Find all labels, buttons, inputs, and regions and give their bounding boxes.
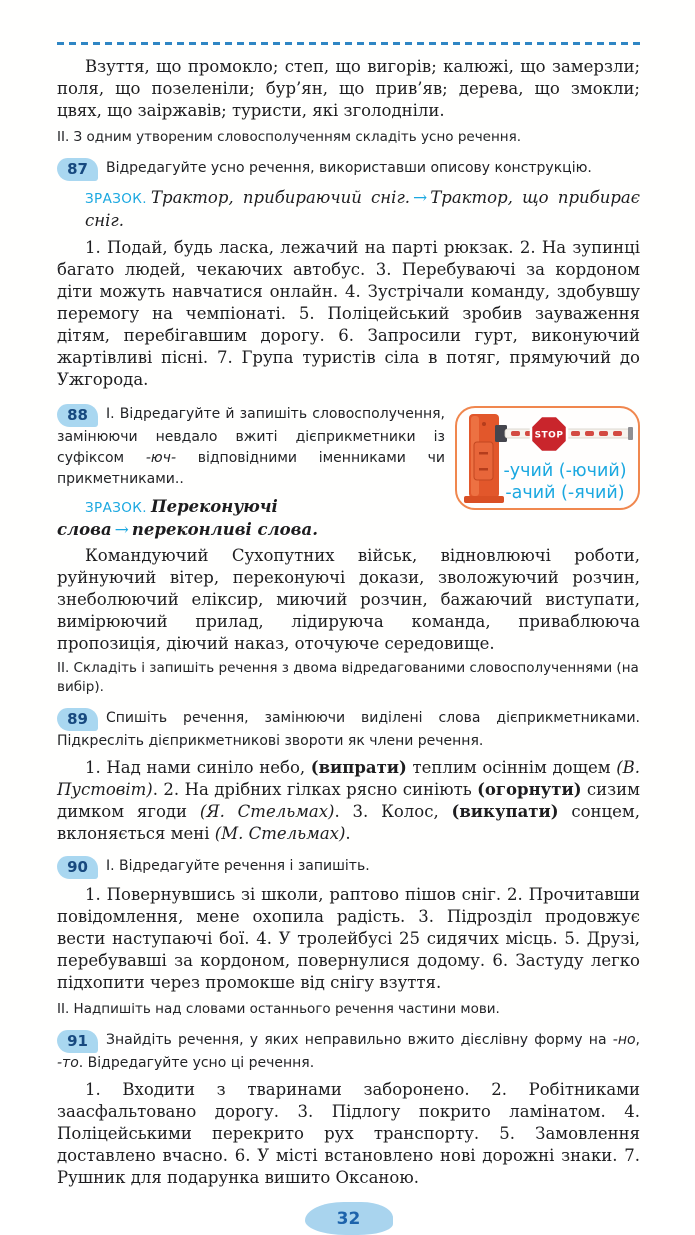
suffix-line-1: -учий (-ючий) [503, 461, 627, 481]
intro-task-ii: II. З одним утвореним словосполученням складіть усно речення. [57, 129, 522, 145]
suffix-line-2: -ачий (-ячий) [505, 483, 625, 503]
exercise-87-number-badge: 87 [57, 158, 98, 181]
page-number-badge [305, 1202, 393, 1235]
exercise-91-sentences: 1. Входити з тваринами заборонено. 2. Робітниками заасфальтовано дорогу. 3. Підлогу покрито ламінатом. 4. Поліцейськими перекрито рух транспорту. 5. Замовлення доставлено вчасно. 6. У місті встановлено нові дорожні знаки. 7. Рушник для подарунка вишито Оксаною. [57, 1080, 640, 1187]
exercise-91-number-badge: 91 [57, 1030, 98, 1053]
exercise-88-block [57, 404, 640, 655]
stop-sign-label: STOP [534, 430, 564, 441]
exercise-88-number-badge: 88 [57, 404, 98, 427]
section-divider-dashed [57, 42, 640, 45]
exercise-91-task: Знайдіть речення, у яких неправильно вжито дієслівну форму на -но, -то. Відредагуйте усно ці речення. [57, 1032, 640, 1071]
intro-paragraph: Взуття, що промокло; степ, що вигорів; калюжі, що замерзли; поля, що позеленіли; бур’ян, що прив’яв; дерева, що змокли; цвях, що заіржавів; туристи, які зголодніли. [57, 57, 640, 120]
exercise-88-phrases: Командуючий Сухопутних військ, відновлюючі роботи, руйнуючий вітер, переконуючі докази, зволожуючий розчин, знеболюючий еліксир, миючий розчин, бажаючий виступати, вимірюючий прилад, лідируюча команда, приваблююча пропозиція, діючий наказ, оточуюче середовище. [57, 546, 640, 653]
barrier-arm-cap [628, 427, 633, 440]
exercise-90-header [57, 856, 640, 879]
suffix-callout [495, 460, 635, 504]
arrow-icon: → [413, 188, 428, 208]
page-number: 32 [336, 1208, 361, 1229]
exercise-89-header [57, 708, 640, 752]
arrow-icon: → [114, 520, 129, 540]
sample-after: Трактор, що прибирає сніг. [85, 188, 640, 230]
sample-label: ЗРАЗОК. [85, 500, 147, 516]
exercise-87-header [57, 158, 640, 181]
exercise-88-task-ii: II. Складіть і запишіть речення з двома відредагованими словосполученнями (на вибір). [57, 660, 639, 695]
sample-before: Переконуючі слова [57, 497, 278, 539]
exercise-87-sample [57, 187, 640, 232]
sample-after: переконливі слова. [131, 520, 318, 539]
exercise-90-number-badge: 90 [57, 856, 98, 879]
exercise-87-sentences: 1. Подай, будь ласка, лежачий на парті рюкзак. 2. На зупинці багато людей, чекаючих автобус. 3. Перебуваючі за кордоном діти можуть навчатися онлайн. 4. Зустрічали команду, здобувшу перемогу на чемпіонаті. 5. Поліцейський зробив зауваження дітям, перебігавшим дорогу. 6. Запросили гурт, виконуючий жартівливі пісні. 7. Група туристів сіла в потяг, прямуючий до Ужгорода. [57, 238, 640, 389]
exercise-90-task-ii: II. Надпишіть над словами останнього речення частини мови. [57, 1001, 500, 1017]
exercise-90-task: І. Відредагуйте речення і запишіть. [106, 858, 370, 874]
exercise-90-sentences: 1. Повернувшись зі школи, раптово пішов сніг. 2. Прочитавши повідомлення, мене охопила радість. 3. Підрозділ продовжує вести наступаючі бої. 4. У тролейбусі 25 сидячих місць. 5. Друзі, перебувавші за кордоном, повернулися додому. 6. Застуду легко підхопити через промокше від снігу взуття. [57, 885, 640, 992]
exercise-89-number-badge: 89 [57, 708, 98, 731]
sample-label: ЗРАЗОК. [85, 191, 147, 207]
exercise-87-task: Відредагуйте усно речення, використавши описову конструкцію. [106, 160, 592, 176]
barrier-gate-figure [455, 406, 640, 510]
exercise-88-task: І. Відредагуйте й запишіть словосполучення, замінюючи невдало вжиті дієприкметники із суфіксом -юч- відповідними іменниками чи прикметниками.. [57, 406, 445, 487]
exercise-89-sentences: 1. Над нами синіло небо, (випрати) теплим осіннім дощем (В. Пустовіт). 2. На дрібних гілках рясно синіють (огорнути) сизим димком ягоди (Я. Стельмах). 3. Колос, (викупати) сонцем, вклоняється мені (М. Стельмах). [57, 758, 640, 843]
barrier-arm [505, 429, 632, 438]
exercise-91-header [57, 1030, 640, 1074]
sample-before: Трактор, прибираючий сніг. [151, 188, 411, 207]
exercise-89-task: Спишіть речення, замінюючи виділені слова дієприкметниками. Підкресліть дієприкметникові звороти як члени речення. [57, 710, 640, 749]
